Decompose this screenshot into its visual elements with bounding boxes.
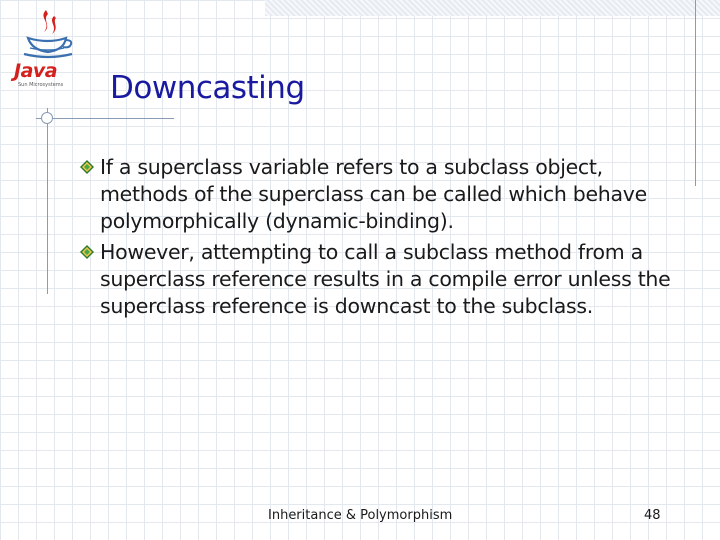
java-logo-wordmark: Java (14, 60, 58, 82)
title-underline (36, 118, 174, 119)
java-logo-tagline: Sun Microsystems (18, 82, 64, 88)
footer-label: Inheritance & Polymorphism (268, 508, 453, 523)
java-cup-icon (8, 6, 80, 62)
bullet-item (78, 239, 678, 320)
right-vertical-rule (695, 0, 696, 186)
crosshair-circle-icon (41, 112, 53, 124)
diamond-bullet-icon (80, 160, 94, 174)
left-vertical-rule (47, 108, 48, 294)
slide-title: Downcasting (110, 70, 305, 106)
page-number: 48 (644, 508, 661, 523)
java-logo (8, 6, 80, 86)
bullet-text: If a superclass variable refers to a subclass object, methods of the superclass can be called which behave polymorphically (dynamic-binding). (100, 155, 647, 233)
bullet-list (78, 154, 678, 324)
bullet-text: However, attempting to call a subclass method from a superclass reference results in a compile error unless the superclass reference is downcast to the subclass. (100, 240, 671, 318)
diamond-bullet-icon (80, 245, 94, 259)
decorative-top-band (265, 0, 720, 16)
bullet-item (78, 154, 678, 235)
